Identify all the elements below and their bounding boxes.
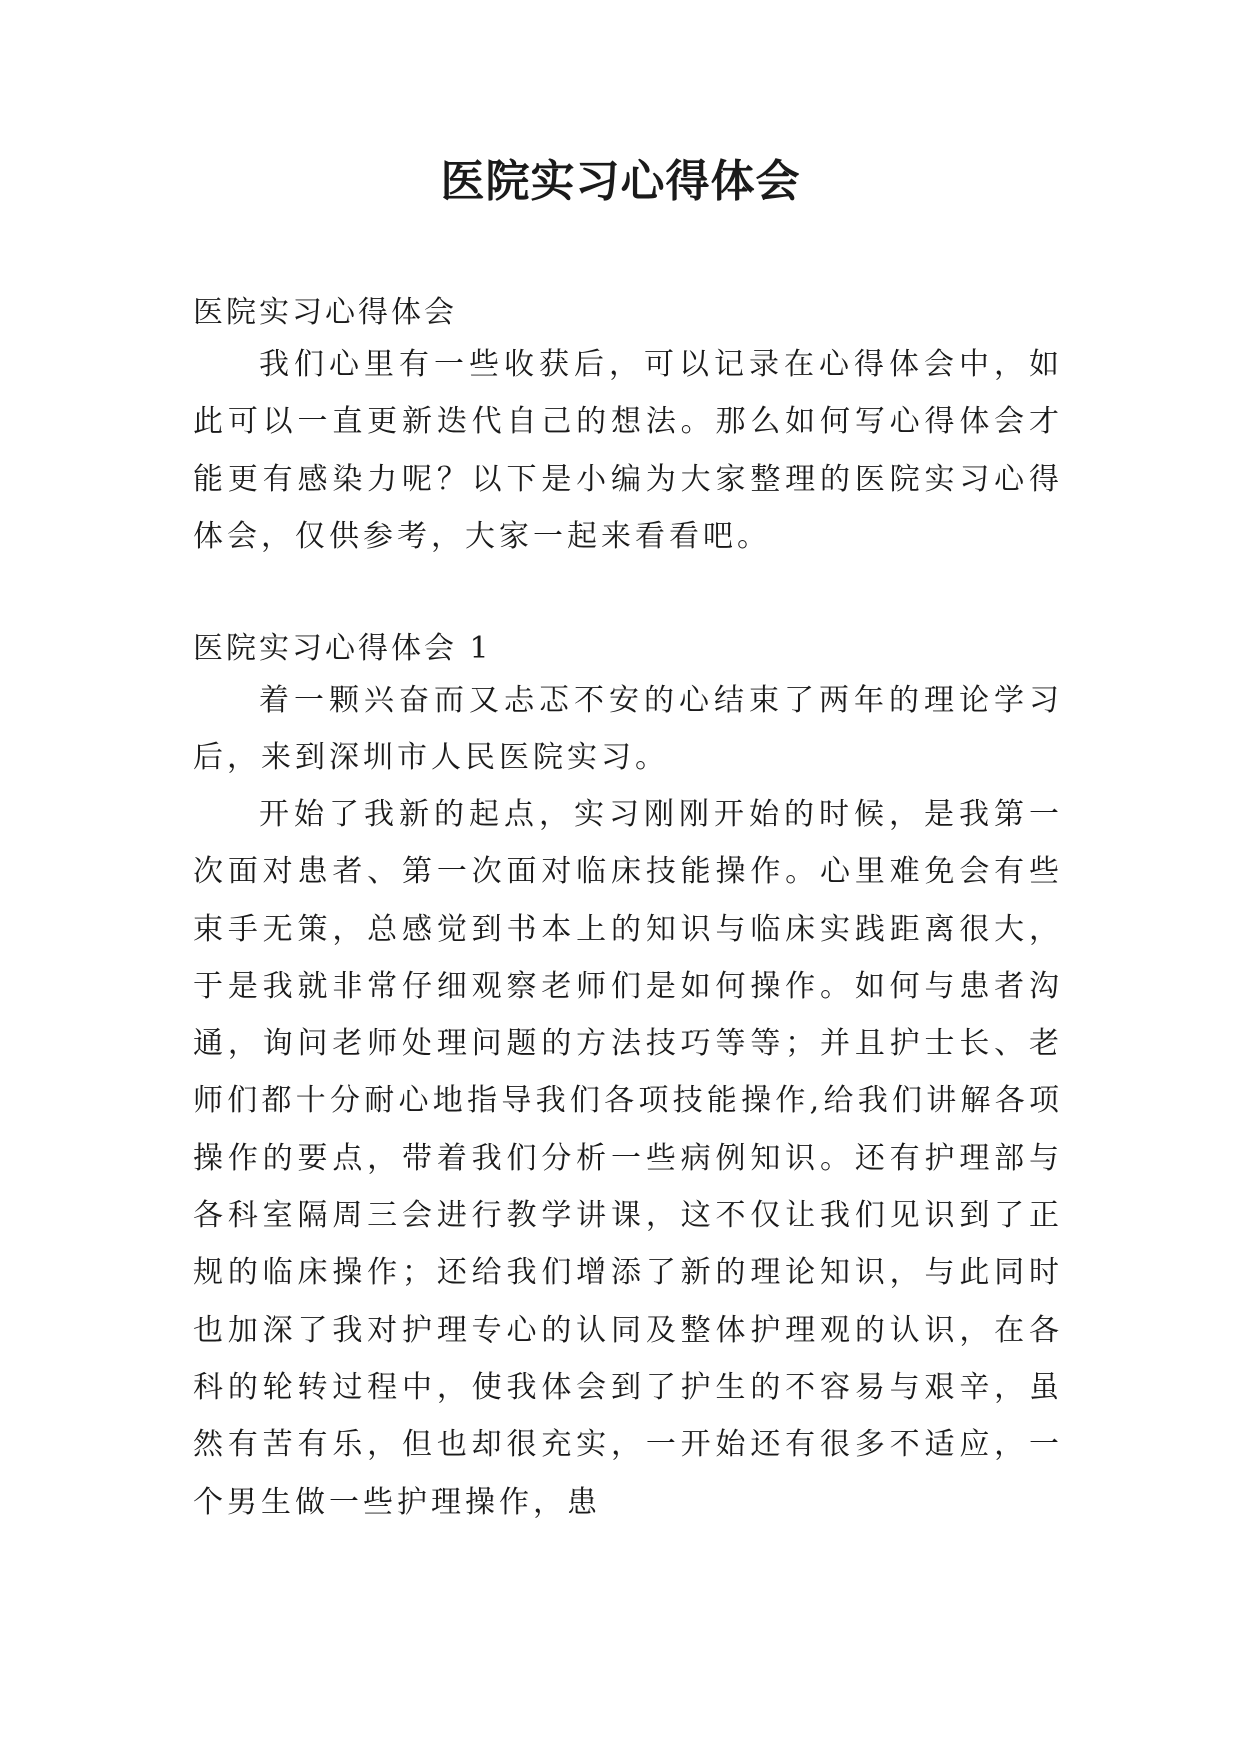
intro-heading: 医院实习心得体会 [193, 295, 457, 330]
intro-paragraph [193, 336, 1063, 565]
section1-paragraph-2-text: 开始了我新的起点，实习刚刚开始的时候，是我第一次面对患者、第一次面对临床技能操作。心里难免会有些束手无策，总感觉到书本上的知识与临床实践距离很大，于是我就非常仔细观察老师们是如何操作。如何与患者沟通，询问老师处理问题的方法技巧等等；并且护士长、老师们都十分耐心地指导我们各项技能操作,给我们讲解各项操作的要点，带着我们分析一些病例知识。还有护理部与各科室隔周三会进行教学讲课，这不仅让我们见识到了正规的临床操作；还给我们增添了新的理论知识，与此同时也加深了我对护理专心的认同及整体护理观的认识，在各科的轮转过程中，使我体会到了护生的不容易与艰辛，虽然有苦有乐，但也却很充实，一开始还有很多不适应，一个男生做一些护理操作，患 [193, 797, 1063, 1520]
section1-heading: 医院实习心得体会 1 [193, 631, 492, 666]
section1-paragraph-1 [193, 672, 1063, 787]
section1-paragraph-1-text: 着一颗兴奋而又忐忑不安的心结束了两年的理论学习后，来到深圳市人民医院实习。 [193, 683, 1063, 776]
section1-paragraph-2 [193, 786, 1063, 1531]
intro-paragraph-text: 我们心里有一些收获后，可以记录在心得体会中，如此可以一直更新迭代自己的想法。那么如何写心得体会才能更有感染力呢？以下是小编为大家整理的医院实习心得体会，仅供参考，大家一起来看看吧。 [193, 347, 1063, 554]
document-title: 医院实习心得体会 [440, 156, 801, 207]
